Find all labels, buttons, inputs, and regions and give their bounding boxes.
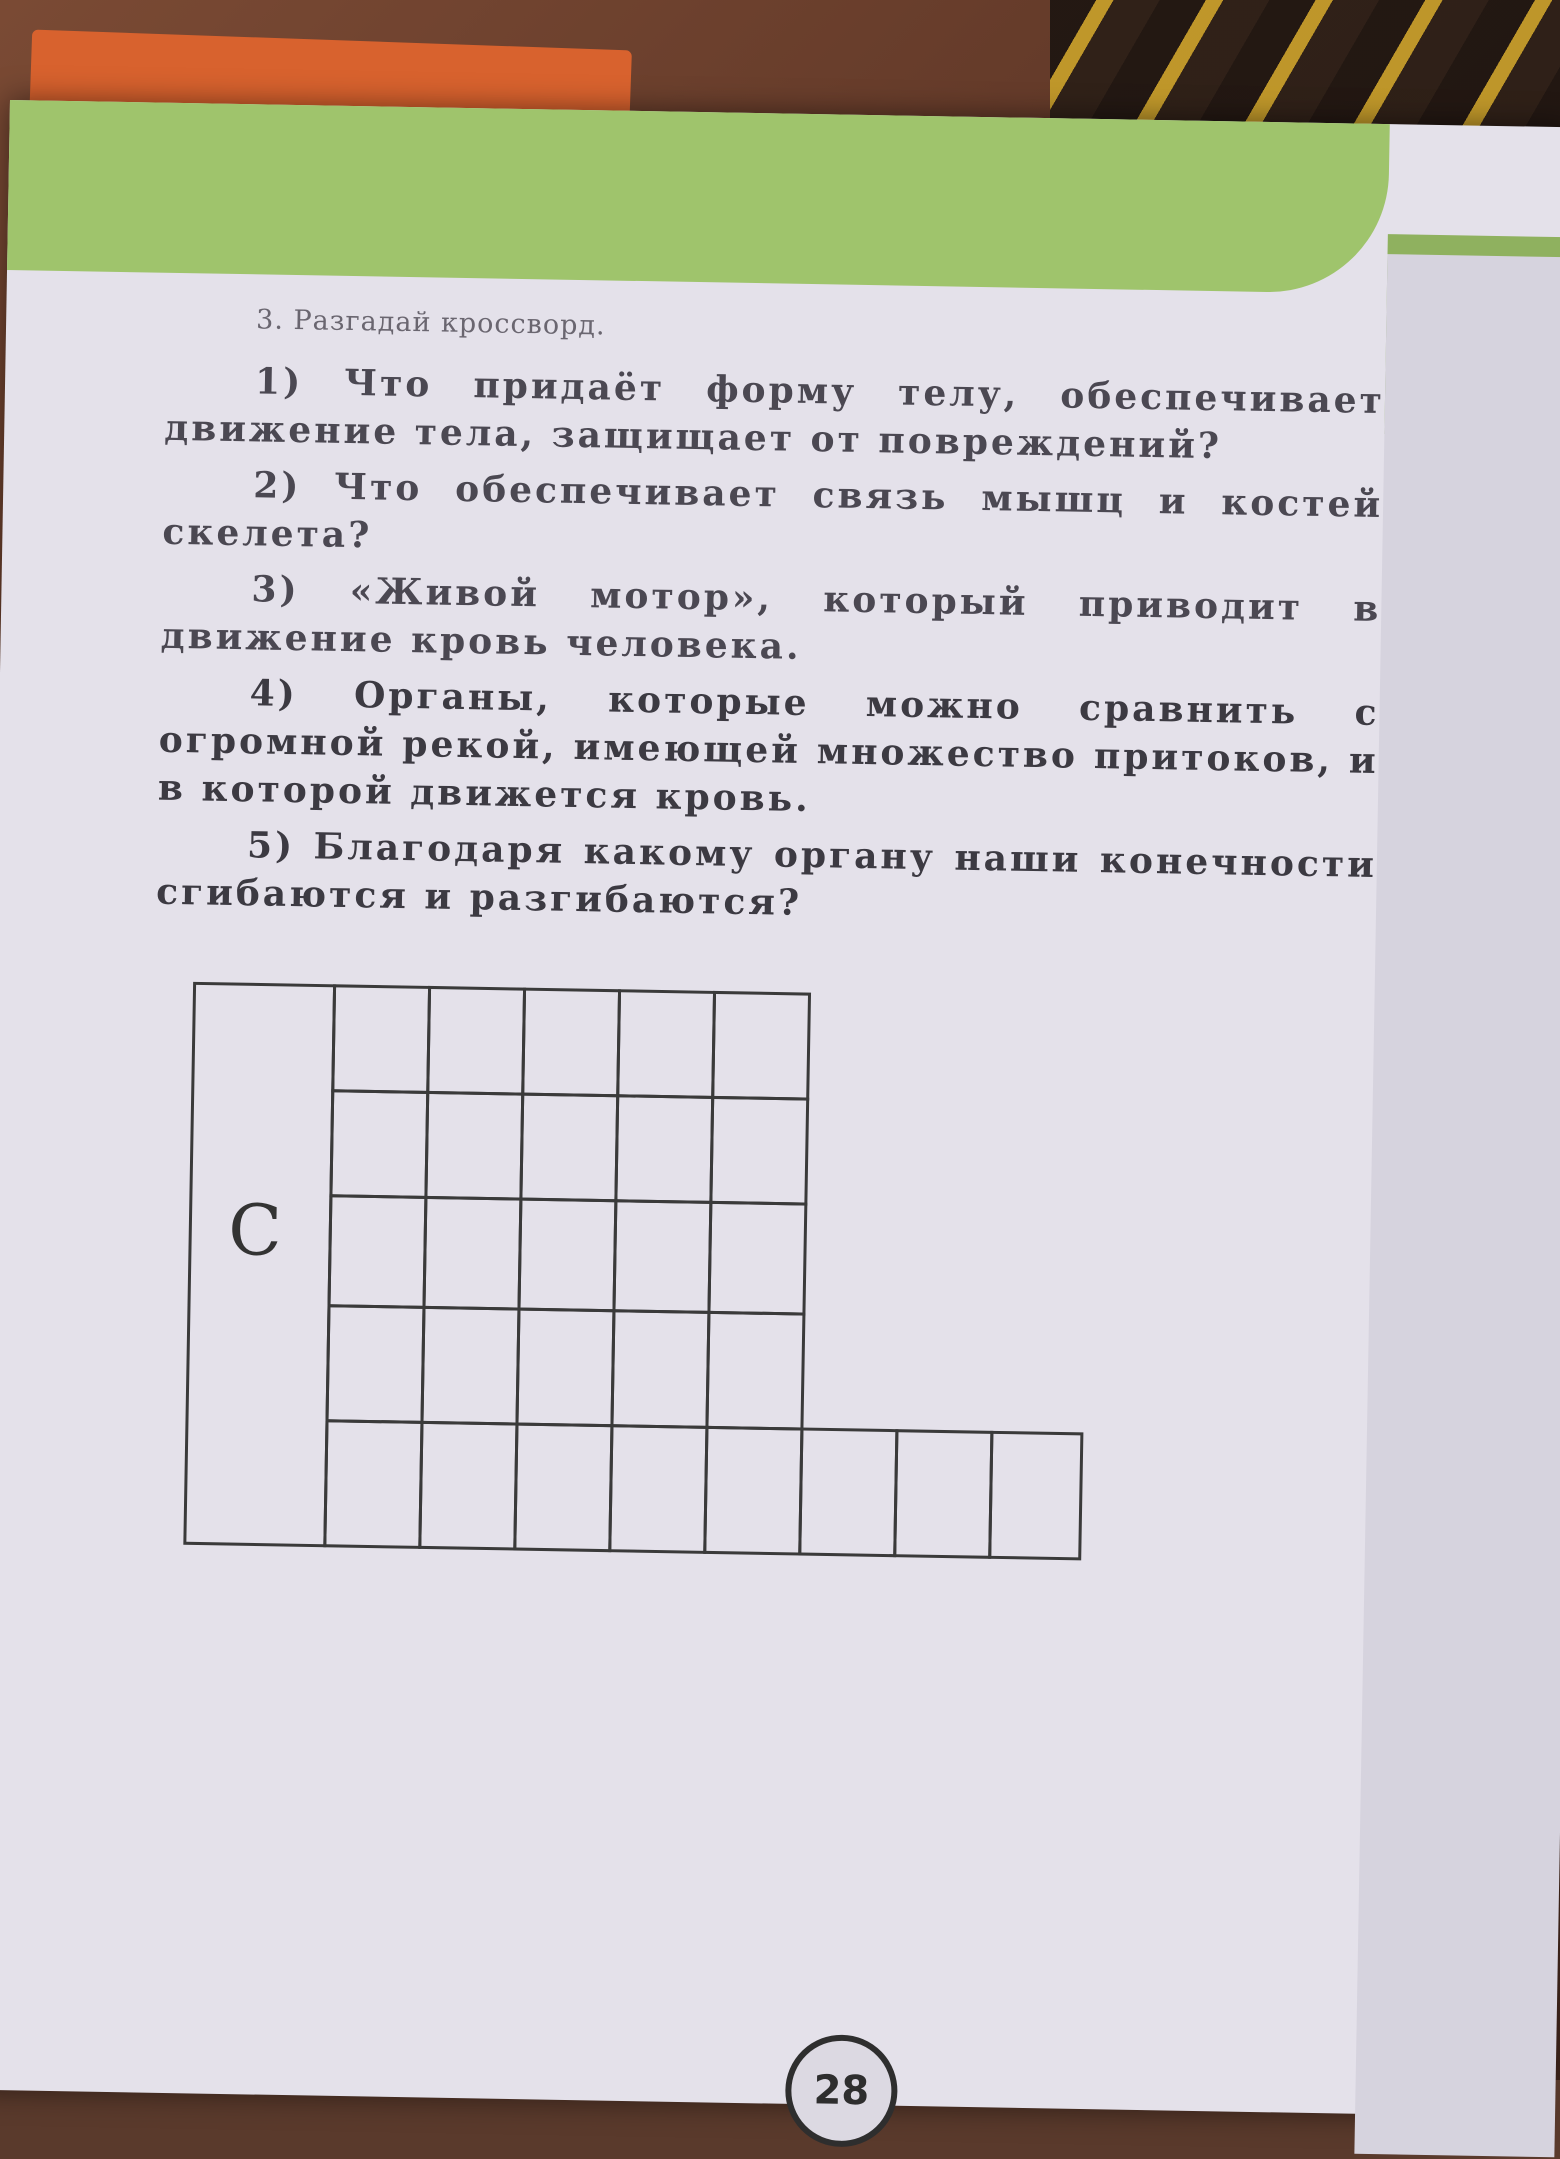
crossword-cell[interactable]	[331, 1091, 428, 1198]
crossword-cell[interactable]	[895, 1431, 992, 1558]
crossword-cell[interactable]	[614, 1201, 711, 1313]
crossword-cell[interactable]	[519, 1199, 616, 1311]
page-number-badge	[784, 2034, 898, 2148]
crossword-cell[interactable]	[709, 1202, 806, 1314]
crossword-cell[interactable]	[424, 1197, 521, 1309]
crossword-cell[interactable]	[521, 1094, 618, 1201]
crossword-cell[interactable]	[422, 1307, 519, 1424]
crossword-cell[interactable]	[325, 1421, 422, 1548]
crossword-cell[interactable]	[990, 1432, 1082, 1559]
crossword-cell[interactable]	[420, 1422, 517, 1549]
crossword-start-letter: С	[227, 1188, 283, 1272]
green-header-band	[7, 100, 1390, 294]
page-number: 28	[813, 2067, 870, 2115]
crossword-cell[interactable]	[515, 1424, 612, 1551]
crossword-cell[interactable]	[705, 1427, 802, 1554]
question-1: 1) Что придаёт форму телу, обеспечивает движение тела, защищает от повреждений?	[163, 360, 1386, 468]
question-5: 5) Благодаря какому органу наши конечности сгибаются и разгибаются?	[155, 824, 1378, 924]
crossword-cell[interactable]	[333, 986, 430, 1093]
crossword-cell[interactable]	[327, 1306, 424, 1423]
task-title: 3. Разгадай кроссворд.	[255, 304, 606, 342]
crossword-svg	[135, 972, 1445, 1575]
crossword-cell[interactable]	[616, 1096, 713, 1203]
crossword-cell[interactable]	[713, 992, 810, 1099]
crossword-cell[interactable]	[800, 1429, 897, 1556]
workbook-page	[0, 100, 1560, 2117]
task-content	[156, 303, 1387, 945]
crossword-grid	[135, 972, 1445, 1575]
crossword-cell[interactable]	[711, 1097, 808, 1204]
crossword-cell[interactable]	[618, 991, 715, 1098]
crossword-cell[interactable]	[523, 989, 620, 1096]
question-2: 2) Что обеспечивает связь мышц и костей скелета?	[162, 464, 1384, 557]
crossword-cell[interactable]	[428, 987, 525, 1094]
crossword-cell[interactable]	[517, 1309, 614, 1426]
crossword-cell[interactable]	[426, 1092, 523, 1199]
crossword-cell[interactable]	[612, 1311, 709, 1428]
crossword-cell[interactable]	[329, 1196, 426, 1308]
question-3: 3) «Живой мотор», который приводит в движение кровь человека.	[160, 568, 1382, 668]
crossword-cell[interactable]	[610, 1426, 707, 1553]
crossword-cell[interactable]	[707, 1312, 804, 1429]
question-4: 4) Органы, которые можно сравнить с огромной рекой, имеющей множество притоков, и в которой движется кровь.	[157, 672, 1380, 821]
